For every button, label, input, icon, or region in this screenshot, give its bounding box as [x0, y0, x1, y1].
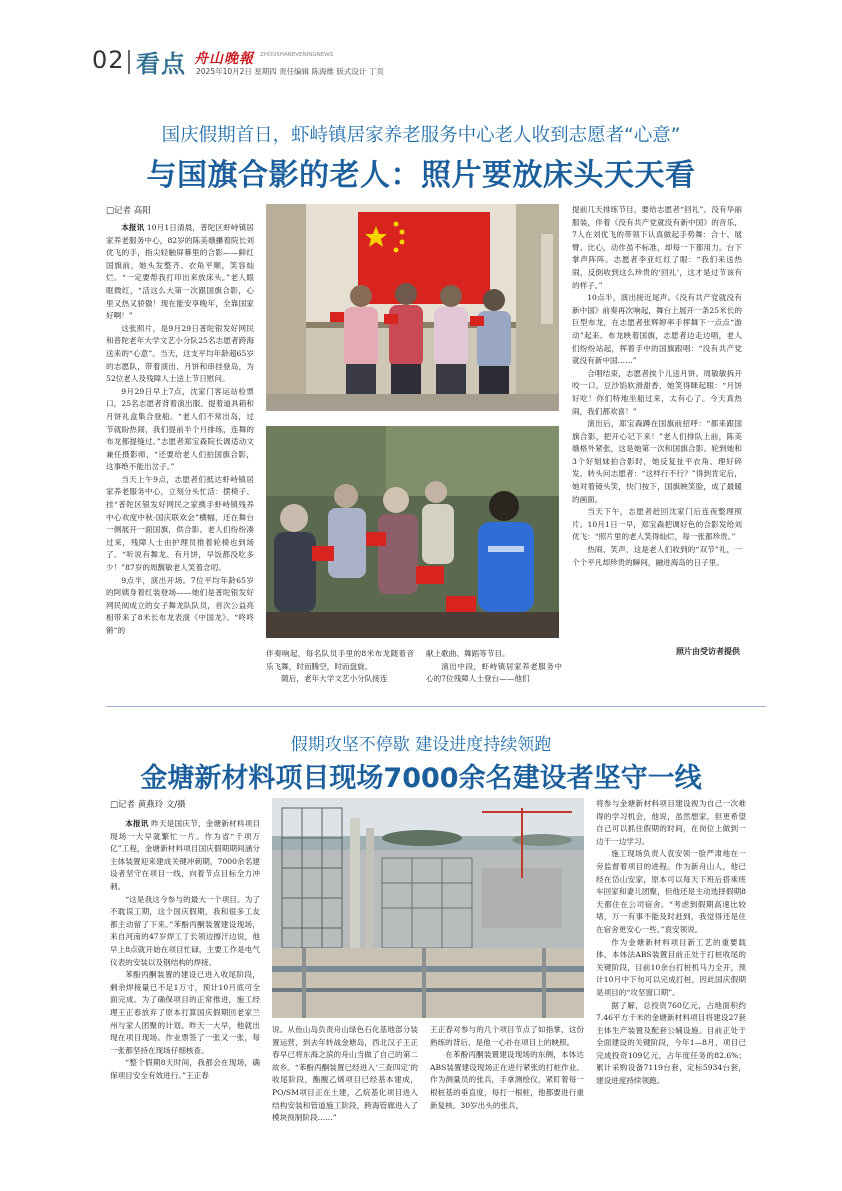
story1-c4-p5: 当天下午，志愿者赶回沈家门后连夜整理照片。10月1日一早，郑宝森把调好色的合影发给刘优飞：“照片里的老人笑得灿烂，每一张都珍贵。”: [572, 507, 742, 542]
story2-column-2: [272, 1024, 418, 1174]
story2-c4-p3: 作为金塘新材料项目新工艺的重要载体，本体法ABS装置目前正处于打桩收尾的关键阶段，目前10余台打桩机马力全开，预计10月中下旬可以完成打桩，因此国庆假期是项目的“攻坚窗口期”。: [596, 937, 746, 997]
story1-c1-p2: 这张照片，是9月29日普陀银发好网民和普陀老年大学文艺小分队25名志愿者跨海送来的“心意”。当天，这支平均年龄超65岁的志愿队，带着演出、月饼和串挂登岛，为52位老人及残障人士送上节日慰问。: [106, 323, 254, 384]
story1-headline: 与国旗合影的老人：照片要放床头天天看: [146, 158, 696, 193]
story1-c4-p3: 合唱结束，志愿者挨个儿送月饼。周敏敏拆开咬一口，豆沙馅软滑甜香，她笑得眯起眼：“月饼好吃！你们特地坐船过来，太有心了。今天真热闹，我们都欢喜！”: [572, 368, 742, 416]
story2-c3-p2: 在苯酚丙酮装置建设现场的东侧，本体达ABS装置建设现场正在进行紧张的打桩作业。作为测量员的张兵，手拿测绘仪，紧盯着每一根桩基的垂直度，每打一根桩，他都要进行重新复核。30岁出头的张兵，: [430, 1050, 584, 1110]
newspaper-logo: 舟山晚報: [194, 51, 254, 67]
story1-column-1: [106, 222, 254, 674]
section-title: 看点: [136, 49, 186, 78]
story1-c4-p1: 提前几天排练节目，要给志愿者“回礼”。没有华丽服装，伴着《没有共产党就没有新中国》的音乐，7人在刘优飞的带领下认真做起手势舞：合十、展臂、比心，动作虽不标准，却每一下都用力。台下掌声阵阵。志愿者李亚红红了眼：“我们来送热闹，反倒收到这么珍贵的‘回礼’，这才是过节该有的样子。”: [572, 205, 742, 290]
story2-c4-p4: 据了解，总投资760亿元，占地面积约7.46平方千米的金塘新材料项目将建设27套主体生产装置及配套公辅设施。目前正处于全面建设的关键阶段，今年1—8月，项目已完成投资109亿元，占年度任务的82.6%；累计采购设备7119台套，定标5934台套，建设进度持续领跑。: [596, 1000, 746, 1086]
story1-c4-p4: 演出后，郑宝森蹲在国旗前招呼：“都来跟国旗合影，把开心记下来！”老人们排队上前，陈美娥格外紧张，这是她第一次和国旗合影。轮到她和3个好姐妹拍合影时，她反复扯平衣角、理好碎发，转头问志愿者：“这样行不行？”得到肯定后，她对着镜头笑，快门按下，国旗映笑脸，成了最暖的画面。: [572, 419, 742, 504]
story2-c4-p1: 将参与金塘新材料项目建设视为自己一次难得的学习机会，他说，虽然想家，但更希望自己可以抓住假期的时间，在岗位上做到一边干一边学习。: [596, 799, 746, 846]
story2-c1-p1: 本报讯 昨天是国庆节，金塘新材料项目现场一大早就繁忙一片。作为省“千项万亿”工程，金塘新材料项目国庆假期期间涵分主体装置迎来建成关键冲刺期，7000余名建设者坚守在项目一线，向着节点目标全力冲刺。: [110, 819, 260, 891]
story1-c1-p3: 9月29日早上7点，沈家门客运站检票口，25名志愿者背着演出服、提着道具箱和月饼礼盒集合登船。“老人们不常出岛，过节就盼热闹，我们提前半个月排练，连舞的布龙都提缝过。”志愿者郑宝森院长调适动文兼任摄影师，“还要给老人们拍国旗合影，这事绝不能出岔子。”: [106, 386, 254, 472]
photo-construction-site-image: [272, 798, 584, 1018]
story-divider: [106, 706, 766, 707]
story1-c2-p2: 随后，老年大学文艺小分队接连: [281, 674, 388, 684]
masthead-divider: [128, 50, 130, 74]
story1-c1-p5: 9点半，演出开场。7位平均年龄65岁的阿姨身着红装登场——她们是普陀银发好网民阅成立的女子舞龙队队员，首次公益亮相带来了8米长布龙表演《中国龙》。“咚咚锵”的: [106, 575, 254, 635]
story2-c2-p1: 说。从鱼山岛负责舟山绿色石化基地部分装置运营，到去年转战金塘岛，西北汉子王正春早已将东海之滨的舟山当做了自己的第二故乡。“苯酚丙酮装置已经进入‘三查四定’的收尾阶段，酯酸乙烯项目已经基本建成，PO/SM项目正在土建，乙烷基化项目进入结构安装和管道施工阶段，跨海管廊进入了模块预制阶段……”: [272, 1025, 418, 1123]
story2-c3-p1: 王正春对参与的几个项目节点了如指掌，这份熟练的背后，是他一心扑在项目上的映照。: [430, 1025, 584, 1047]
page-number: 02: [92, 46, 125, 74]
story1-c4-p2: 10点半，演出接近尾声。《没有共产党就没有新中国》前奏再次响起，舞台上展开一条25米长的巨型布龙，在志愿者张辉婷率手挥舞下一点点“游动”起来。布龙映着国旗，志愿者边走边唱，老人们纷纷站起，挥着手中的国旗跟唱：“没有共产党就没有新中国……”: [572, 293, 742, 366]
story1-column-4: [572, 204, 742, 644]
story1-kicker: 国庆假期首日，虾峙镇居家养老服务中心老人收到志愿者“心意”: [161, 125, 681, 146]
story2-headline: 金塘新材料项目现场7000余名建设者坚守一线: [140, 763, 702, 794]
photo-elderly-with-flag: [266, 204, 559, 411]
photo-elderly-with-flag-image: [266, 204, 559, 411]
photo-construction-site: [272, 798, 584, 1018]
story2-kicker: 假期攻坚不停歇 建设进度持续领跑: [290, 735, 552, 755]
story2-column-3: [430, 1024, 584, 1174]
story2-byline: □记者 黄燕玲 文/摄: [110, 800, 186, 810]
photo-volunteer-with-elderly-image: [266, 426, 559, 638]
story2-column-1: [110, 818, 260, 1174]
story2-c1-p4: “整个假期8天时间，我都会在现场，确保项目安全有效进行。”王正春: [110, 1058, 260, 1080]
story1-c3-p1: 献上歌曲、舞蹈等节目。: [426, 649, 510, 658]
story1-c1-p4: 当天上午9点，志愿者们抵达虾峙镇居家养老服务中心，立刻分头忙活：摆椅子、挂“普陀区银发好网民之家携手虾峙镇残养中心欢度中秋·国庆联欢会”横幅，还在舞台一侧展开一面国旗，供合影。老人们纷纷凑过来，残障人士由护理员推着轮椅也到场了。“听说有舞龙、有月饼，早饭都没吃多少！”87岁的周馥敏老人笑着念叨。: [106, 474, 254, 573]
photo-volunteer-with-elderly: [266, 426, 559, 638]
story1-c1-p1: 本报讯 10月1日清晨，普陀区虾峙镇居家养老服务中心，82岁的陈美娥攥着院长刘优飞的手，指尖轻触屏幕里的合影——鲜红国旗前，她头发整齐、衣角平顺，笑容灿烂。“一定要帮我打印出来放床头。”老人眼眶微红，“活这么大第一次跟国旗合影，心里又热又骄傲！现在能安享晚年，全靠国家好啊！”: [106, 223, 254, 321]
story1-c2-p1: 伴奏响起，每名队员手里的8米布龙随着音乐飞舞，时而腾空，时而盘旋。: [266, 649, 414, 671]
story1-c4-p6: 热闹、笑声，这是老人们收到的“双节”礼，一个个平凡却珍贵的瞬间，融进海岛的日子里。: [572, 545, 742, 567]
story2-c1-p3: 苯酚丙酮装置的建设已进入收尾阶段，剩余焊接量已不足1万寸，预计10月底可全面完成。为了确保项目的正常推进，施工经理王正春放弃了原本打算国庆假期回老家兰州与家人团聚的计划。昨天一大早，他就出现在项目现场。作业票签了一张又一张，每一张都坚持在现场仔细核查。: [110, 970, 260, 1055]
story2-c1-p2: “这是我这今参与的最大一个项目。为了不耽误工期，这个国庆假期，我和很多工友都主动留了下来。”苯酚丙酮装置建设现场，来自河南的47岁焊工丁长领边擦汗边说，他早上8点就开始在项目忙碌，主要工作是电气仪表的安装以及钢结构的焊接。: [110, 894, 260, 967]
issue-info: 2025年10月2日 星期四 责任编辑 陈海维 版式设计 丁页: [196, 67, 384, 76]
newspaper-english-name: ZHOUSHANEVENINGNEWS: [260, 52, 334, 58]
story1-c3-p2: 演出中段，虾峙镇居家养老服务中心的7位残障人士登台——他们: [426, 661, 562, 684]
story1-byline: □记者 高阳: [106, 206, 151, 216]
masthead: [92, 42, 792, 86]
story2-column-4: [596, 798, 746, 1174]
story1-column-3: [426, 648, 562, 688]
story1-column-2: [266, 648, 414, 688]
story2-c4-p2: 施工现场负责人袁安领一脸严肃地在一旁监督着项目的进程。作为新舟山人，他已经在岱山安家，原本可以每天下班后搭乘班车回家和妻儿团聚，但他还是主动选择假期8天都住在公司宿舍。“考虑到假期高速比较堵，万一有事不能及时赶到，我觉得还是住在宿舍更安心一些。”袁安领说。: [596, 849, 746, 934]
photo-credit: 照片由受访者提供: [676, 647, 740, 656]
